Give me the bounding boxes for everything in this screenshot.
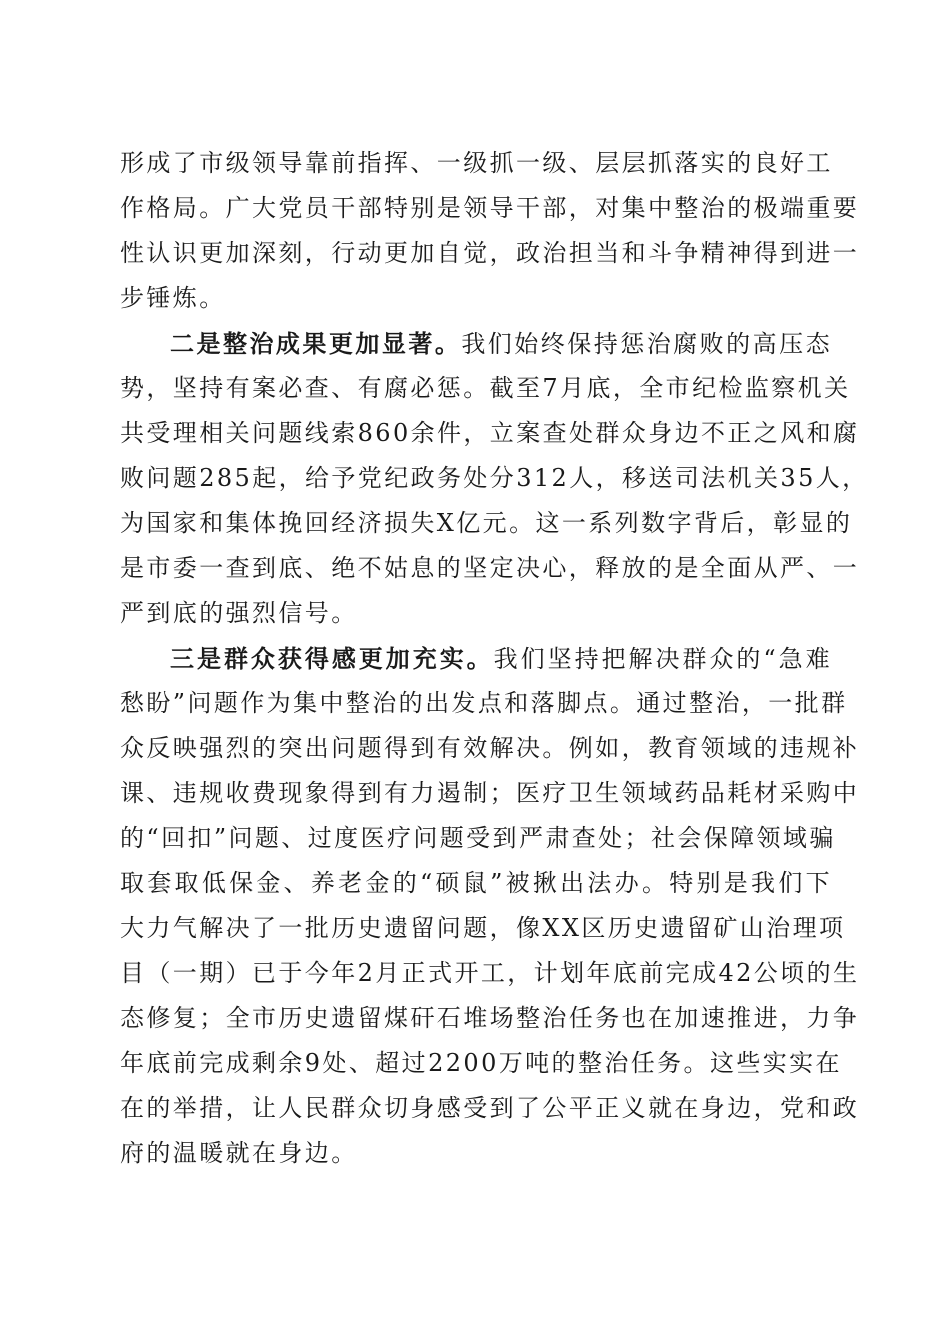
paragraph-3-line-3: 众反映强烈的突出问题得到有效解决。例如，教育领域的违规补 xyxy=(120,734,860,762)
paragraph-3-line-2: 愁盼”问题作为集中整治的出发点和落脚点。通过整治，一批群 xyxy=(120,689,848,717)
paragraph-2 xyxy=(120,321,869,636)
paragraph-2-line-1-text: 我们始终保持惩治腐败的高压态 xyxy=(461,330,832,358)
paragraph-2-line-1 xyxy=(120,321,832,366)
paragraph-2-line-6: 是市委一查到底、绝不姑息的坚定决心，释放的是全面从严、一 xyxy=(120,554,860,582)
paragraph-3-line-1-text: 我们坚持把解决群众的“急难 xyxy=(493,645,832,673)
paragraph-2-line-5: 为国家和集体挽回经济损失X亿元。这一系列数字背后，彰显的 xyxy=(120,509,853,537)
paragraph-3-heading: 三是群众获得感更加充实。 xyxy=(170,644,494,673)
paragraph-2-line-3: 共受理相关问题线索860余件，立案查处群众身边不正之风和腐 xyxy=(120,419,860,447)
paragraph-2-line-7: 严到底的强烈信号。 xyxy=(120,599,358,627)
paragraph-3-line-5: 的“回扣”问题、过度医疗问题受到严肃查处；社会保障领域骗 xyxy=(120,824,836,852)
paragraph-1-line-1: 形成了市级领导靠前指挥、一级抓一级、层层抓落实的良好工 xyxy=(120,149,833,177)
paragraph-3 xyxy=(120,636,860,1176)
paragraph-2-line-2: 势，坚持有案必查、有腐必惩。截至7月底，全市纪检监察机关 xyxy=(120,374,851,402)
paragraph-3-line-10: 年底前完成剩余9处、超过2200万吨的整治任务。这些实实在 xyxy=(120,1049,842,1077)
paragraph-2-heading: 二是整治成果更加显著。 xyxy=(170,329,462,358)
paragraph-3-line-12: 府的温暖就在身边。 xyxy=(120,1139,358,1167)
paragraph-3-line-8: 目（一期）已于今年2月正式开工，计划年底前完成42公顷的生 xyxy=(120,959,860,987)
paragraph-3-line-9: 态修复；全市历史遗留煤矸石堆场整治任务也在加速推进，力争 xyxy=(120,1004,860,1032)
paragraph-3-line-6: 取套取低保金、养老金的“硕鼠”被揪出法办。特别是我们下 xyxy=(120,869,832,897)
paragraph-3-line-4: 课、违规收费现象得到有力遏制；医疗卫生领域药品耗材采购中 xyxy=(120,779,860,807)
paragraph-1-line-3: 性认识更加深刻，行动更加自觉，政治担当和斗争精神得到进一 xyxy=(120,239,860,267)
paragraph-3-line-7: 大力气解决了一批历史遗留问题，像XX区历史遗留矿山治理项 xyxy=(120,914,846,942)
paragraph-1-line-4: 步锤炼。 xyxy=(120,284,226,312)
paragraph-1-line-2: 作格局。广大党员干部特别是领导干部，对集中整治的极端重要 xyxy=(120,194,860,222)
paragraph-3-line-11: 在的举措，让人民群众切身感受到了公平正义就在身边，党和政 xyxy=(120,1094,860,1122)
paragraph-2-line-4: 败问题285起，给予党纪政务处分312人，移送司法机关35人， xyxy=(120,464,869,492)
paragraph-3-line-1 xyxy=(120,636,832,681)
paragraph-1 xyxy=(120,141,860,321)
